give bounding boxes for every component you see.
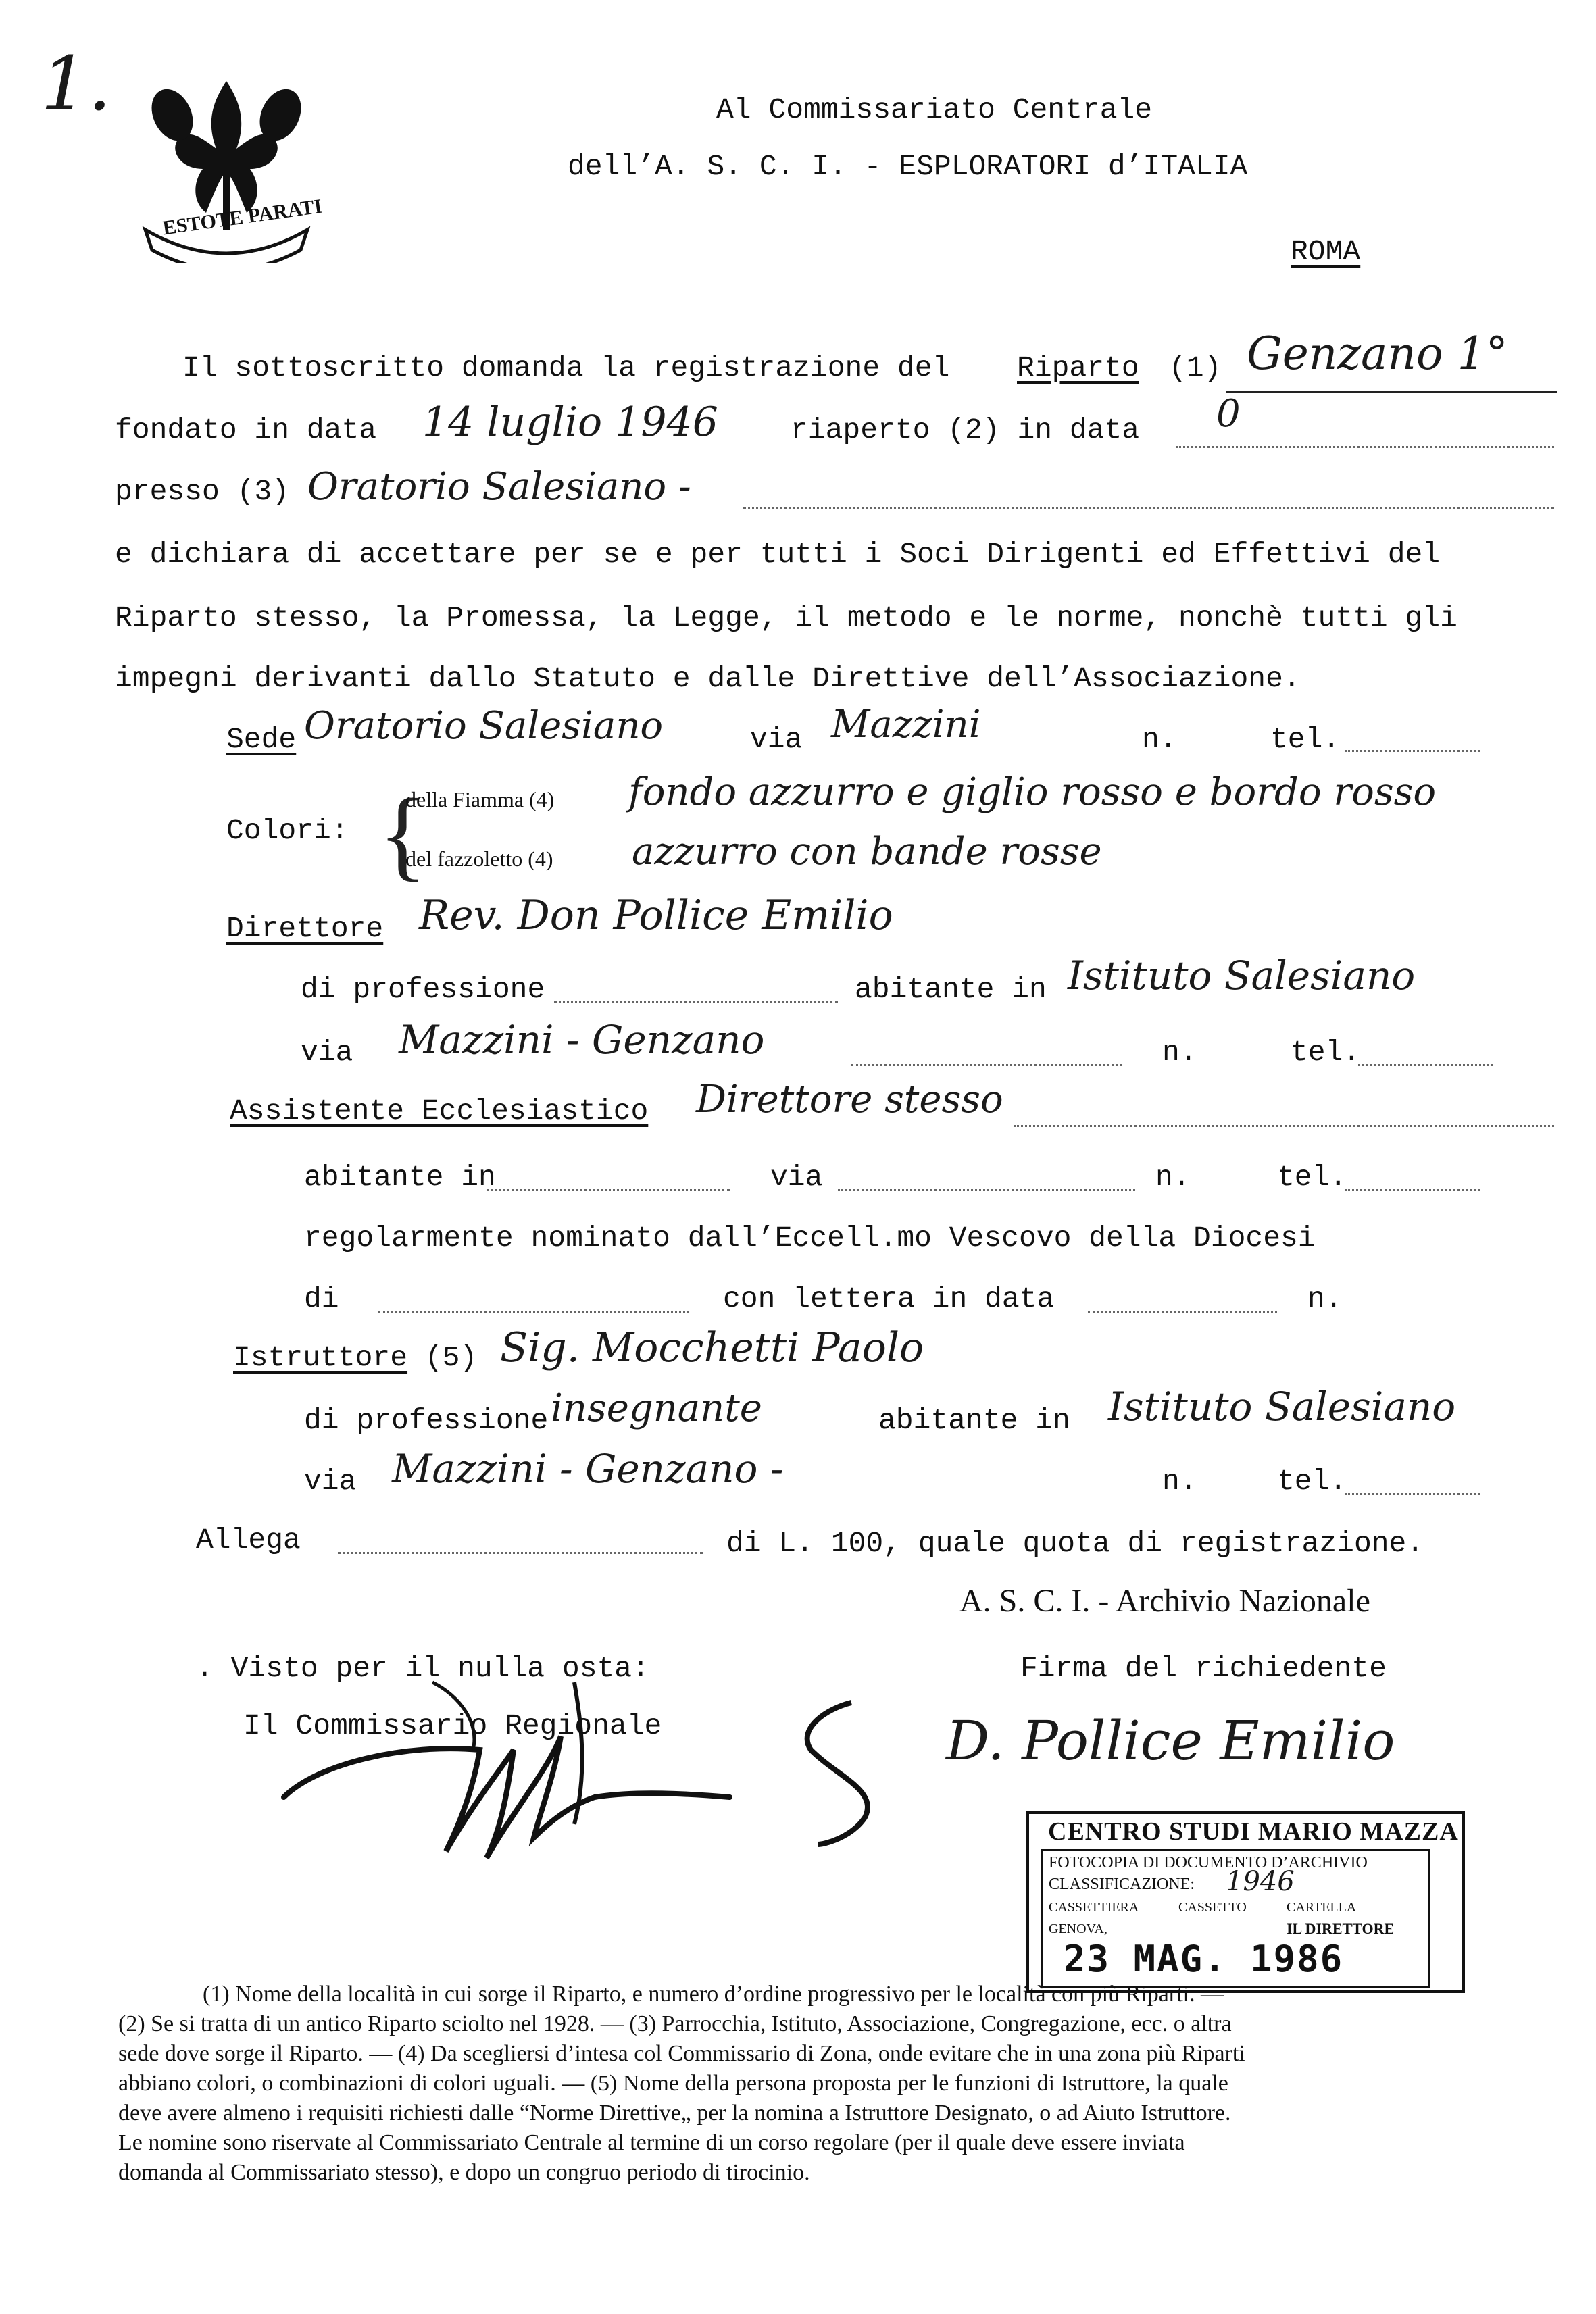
fazzoletto-value: azzurro con bande rosse <box>632 830 1102 874</box>
footnote-line: Le nomine sono riservate al Commissariato Centrale al termine di un corso regolare (per il quale deve essere inviata <box>118 2130 1185 2155</box>
istruttore-value: Sig. Mocchetti Paolo <box>500 1324 924 1372</box>
istruttore-professione-value: insegnante <box>551 1386 762 1430</box>
sede-tel-dots <box>1345 750 1480 752</box>
istruttore-professione-label: di professione <box>304 1404 549 1437</box>
footnotes <box>118 1980 1530 2188</box>
assistente-abitante-label: abitante in <box>304 1161 496 1194</box>
presso-label: presso (3) <box>115 475 290 508</box>
footnote-line: (1) Nome della località in cui sorge il Riparto, e numero d’ordine progressivo per le località con più Riparti. — <box>203 1982 1224 2007</box>
assistente-via-dots <box>838 1189 1135 1191</box>
istruttore-via-label: via <box>304 1465 357 1498</box>
footnote-line: (2) Se si tratta di un antico Riparto sciolto nel 1928. — (3) Parrocchia, Istituto, Associazione, Congregazione, ecc. o altra <box>118 2011 1232 2036</box>
firma-label: Firma del richiedente <box>1020 1652 1387 1685</box>
centro-stamp-date: 23 MAG. 1986 <box>1064 1938 1344 1980</box>
assistente-lettera-dots <box>1088 1311 1277 1313</box>
commissario-signature-icon <box>257 1669 743 1871</box>
assistente-nominato: regolarmente nominato dall’Eccell.mo Vescovo della Diocesi <box>304 1222 1316 1255</box>
header-line2: dell’A. S. C. I. - ESPLORATORI d’ITALIA <box>568 150 1248 183</box>
riaperto-label: riaperto (2) in data <box>791 413 1140 447</box>
assistente-abitante-dots <box>487 1189 730 1191</box>
assistente-n2-label: n. <box>1307 1282 1343 1315</box>
sede-label: Sede <box>226 723 297 756</box>
istruttore-abitante-value: Istituto Salesiano <box>1108 1384 1456 1430</box>
centro-stamp-line2-value: 1946 <box>1226 1866 1295 1897</box>
pen-stroke-icon <box>784 1689 905 1851</box>
footnote-line: abbiano colori, o combinazioni di colori uguali. — (5) Nome della persona proposta per le funzioni di Istruttore, la quale <box>118 2071 1228 2096</box>
header-line1: Al Commissariato Centrale <box>716 93 1153 126</box>
centro-stamp-inner <box>1041 1849 1430 1988</box>
colori-brace: { <box>378 778 427 890</box>
declaration-line3: impegni derivanti dallo Statuto e dalle Direttive dell’Associazione. <box>115 662 1301 695</box>
corner-mark: 1. <box>41 41 111 127</box>
assistente-label: Assistente Ecclesiastico <box>230 1095 649 1128</box>
riparto-value: Genzano 1° <box>1247 328 1508 380</box>
fiamma-value: fondo azzurro e giglio rosso e bordo rosso <box>628 770 1437 814</box>
sede-n-label: n. <box>1142 723 1177 756</box>
centro-stamp-line3a: CASSETTIERA <box>1049 1900 1139 1915</box>
direttore-via-dots <box>851 1064 1122 1066</box>
sede-via-label: via <box>750 723 803 756</box>
istruttore-note: (5) <box>424 1341 478 1374</box>
allega-label: Allega <box>196 1524 301 1557</box>
assistente-tel-label: tel. <box>1277 1161 1347 1194</box>
declaration-line2: Riparto stesso, la Promessa, la Legge, il metodo e le norme, nonchè tutti gli <box>115 601 1457 634</box>
istruttore-label-wrap <box>233 1341 477 1374</box>
assistente-value: Direttore stesso <box>696 1078 1003 1122</box>
header-city: ROMA <box>1291 235 1361 268</box>
assistente-n-label: n. <box>1155 1161 1191 1194</box>
firma-signature: D. Pollice Emilio <box>946 1709 1395 1772</box>
colori-label: Colori: <box>226 814 349 847</box>
footnote-line: domanda al Commissariato stesso), e dopo un congruo periodo di tirocinio. <box>118 2160 810 2185</box>
sede-tel-label: tel. <box>1270 723 1341 756</box>
allega-text: di L. 100, quale quota di registrazione. <box>726 1527 1424 1560</box>
visto-line2: Il Commissario Regionale <box>243 1709 662 1742</box>
centro-stamp-line1: FOTOCOPIA DI DOCUMENTO D’ARCHIVIO <box>1049 1854 1368 1871</box>
istruttore-tel-dots <box>1345 1493 1480 1495</box>
assistente-di-dots <box>378 1311 689 1313</box>
allega-dots <box>338 1552 703 1554</box>
centro-stamp-line4a: GENOVA, <box>1049 1921 1107 1936</box>
centro-stamp-line4b: IL DIRETTORE <box>1287 1920 1395 1937</box>
direttore-via-value: Mazzini - Genzano <box>399 1017 765 1063</box>
visto-line1: . Visto per il nulla osta: <box>196 1652 649 1685</box>
istruttore-abitante-label: abitante in <box>878 1404 1070 1437</box>
direttore-abitante-label: abitante in <box>855 973 1047 1006</box>
direttore-tel-label: tel. <box>1291 1036 1361 1069</box>
centro-stamp-title: CENTRO STUDI MARIO MAZZA <box>1048 1817 1459 1846</box>
riparto-line <box>1226 391 1557 393</box>
direttore-abitante-value: Istituto Salesiano <box>1068 953 1416 999</box>
riaperto-value: 0 <box>1216 392 1241 436</box>
direttore-label: Direttore <box>226 912 384 945</box>
assistente-di-label: di <box>304 1282 339 1315</box>
fazzoletto-label: del fazzoletto (4) <box>405 847 553 871</box>
fiamma-label: della Fiamma (4) <box>405 787 555 811</box>
assistente-lettera-label: con lettera in data <box>723 1282 1055 1315</box>
presso-value: Oratorio Salesiano - <box>307 465 691 509</box>
direttore-n-label: n. <box>1162 1036 1197 1069</box>
istruttore-via-value: Mazzini - Genzano - <box>392 1446 784 1492</box>
assistente-tel-dots <box>1345 1189 1480 1191</box>
istruttore-tel-label: tel. <box>1277 1465 1347 1498</box>
direttore-value: Rev. Don Pollice Emilio <box>419 892 893 939</box>
riparto-note: (1) <box>1169 351 1222 384</box>
archive-stamp: A. S. C. I. - Archivio Nazionale <box>959 1583 1370 1619</box>
footnote-line: deve avere almeno i requisiti richiesti dalle “Norme Direttive„ per la nomina a Istruttore Designato, o ad Aiuto Istruttore. <box>118 2101 1231 2126</box>
centro-studi-stamp <box>1026 1811 1465 1993</box>
direttore-professione-label: di professione <box>301 973 545 1006</box>
sede-value: Oratorio Salesiano <box>304 704 664 748</box>
centro-stamp-line2: CLASSIFICAZIONE: <box>1049 1876 1195 1893</box>
footnote-line: sede dove sorge il Riparto. — (4) Da scegliersi d’intesa col Commissario di Zona, onde evitare che in una zona più Riparti <box>118 2041 1245 2066</box>
direttore-professione-dots <box>554 1001 838 1003</box>
riaperto-dots <box>1176 446 1554 448</box>
intro-request: Il sottoscritto domanda la registrazione del <box>182 351 950 384</box>
emblem-motto: ESTOTE PARATI <box>161 195 324 240</box>
istruttore-label: Istruttore <box>233 1341 408 1374</box>
direttore-tel-dots <box>1358 1064 1493 1066</box>
istruttore-n-label: n. <box>1162 1465 1197 1498</box>
riparto-label: Riparto <box>1017 351 1139 384</box>
sede-via-value: Mazzini <box>831 703 981 747</box>
fondato-value: 14 luglio 1946 <box>422 399 718 446</box>
presso-dots <box>743 507 1554 509</box>
fondato-label: fondato in data <box>115 413 377 447</box>
assistente-dots <box>1014 1125 1554 1127</box>
centro-stamp-line3b: CASSETTO <box>1178 1900 1247 1915</box>
declaration-line1: e dichiara di accettare per se e per tutti i Soci Dirigenti ed Effettivi del <box>115 538 1441 571</box>
direttore-via-label: via <box>301 1036 353 1069</box>
assistente-via-label: via <box>770 1161 823 1194</box>
centro-stamp-line3c: CARTELLA <box>1287 1900 1357 1915</box>
